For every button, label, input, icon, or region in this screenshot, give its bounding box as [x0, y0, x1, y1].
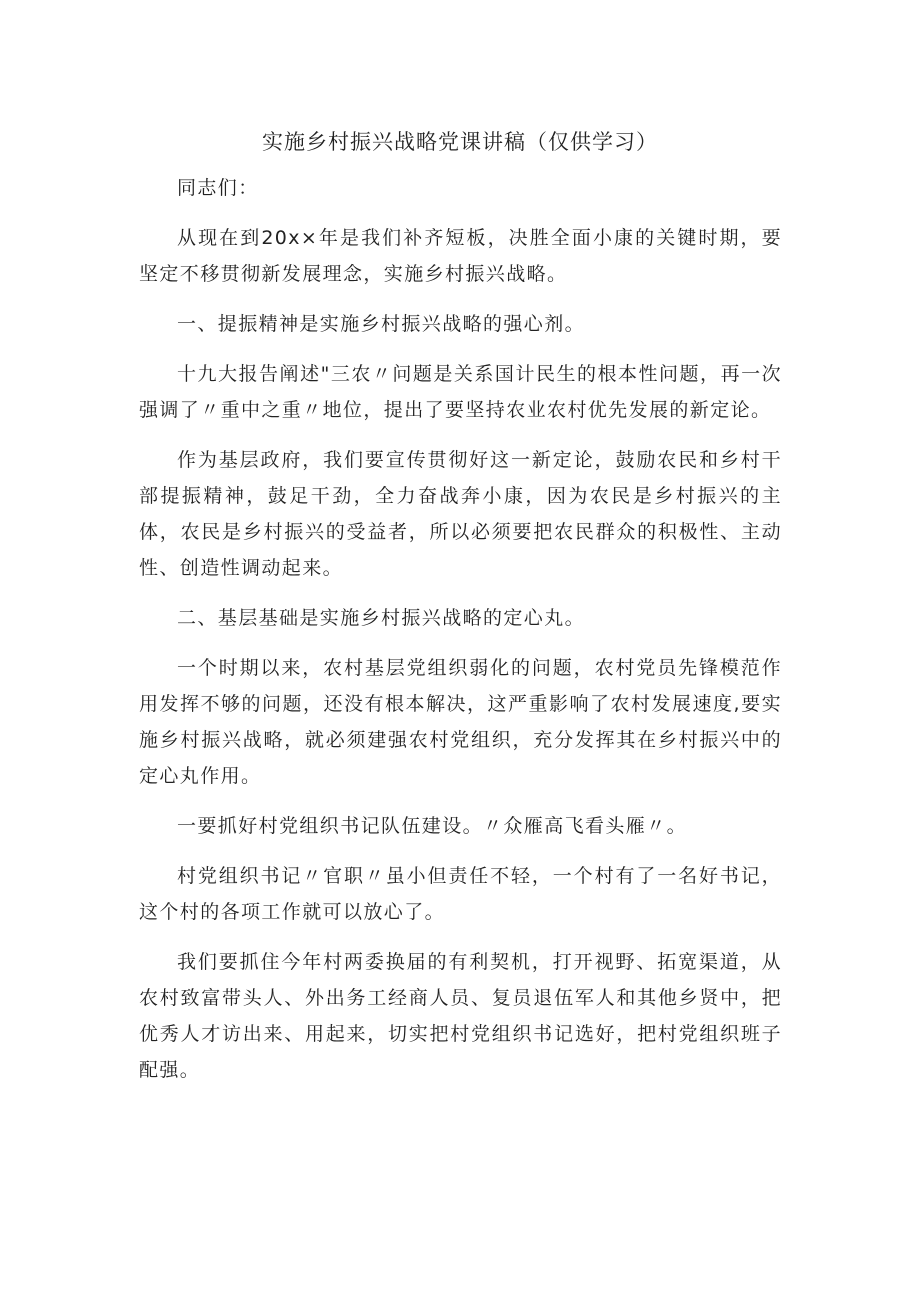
paragraph-intro: 从现在到20x×年是我们补齐短板，决胜全面小康的关键时期，要坚定不移贯彻新发展理念，实施乡村振兴战略。	[139, 227, 782, 285]
paragraph-salutation: 同志们：	[177, 177, 259, 199]
paragraph: 作为基层政府，我们要宣传贯彻好这一新定论，鼓励农民和乡村干部提振精神，鼓足干劲，全力奋战奔小康，因为农民是乡村振兴的主体，农民是乡村振兴的受益者，所以必须要把农民群众的积极性、主动性、创造性调动起来。	[139, 449, 782, 579]
paragraph: 我们要抓住今年村两委换届的有利契机，打开视野、拓宽渠道，从农村致富带头人、外出务工经商人员、复员退伍军人和其他乡贤中，把优秀人才访出来、用起来，切实把村党组织书记选好，把村党组织班子配强。	[139, 951, 782, 1081]
document-title: 实施乡村振兴战略党课讲稿（仅供学习）	[262, 130, 658, 154]
sub-heading: 一要抓好村党组织书记队伍建设。〃众雁高飞看头雁〃。	[177, 815, 688, 837]
section-heading-2: 二、基层基础是实施乡村振兴战略的定心丸。	[177, 607, 586, 629]
paragraph: 一个时期以来，农村基层党组织弱化的问题，农村党员先锋模范作用发挥不够的问题，还没有根本解决，这严重影响了农村发展速度,要实施乡村振兴战略，就必须建强农村党组织，充分发挥其在乡村振兴中的定心丸作用。	[139, 657, 782, 787]
paragraph: 十九大报告阐述"三农〃问题是关系国计民生的根本性问题，再一次强调了〃重中之重〃地位，提出了要坚持农业农村优先发展的新定论。	[139, 363, 782, 421]
section-heading-1: 一、提振精神是实施乡村振兴战略的强心剂。	[177, 313, 586, 335]
paragraph: 村党组织书记〃官职〃虽小但责任不轻，一个村有了一名好书记，这个村的各项工作就可以放心了。	[139, 865, 782, 923]
document-body	[139, 170, 782, 1102]
